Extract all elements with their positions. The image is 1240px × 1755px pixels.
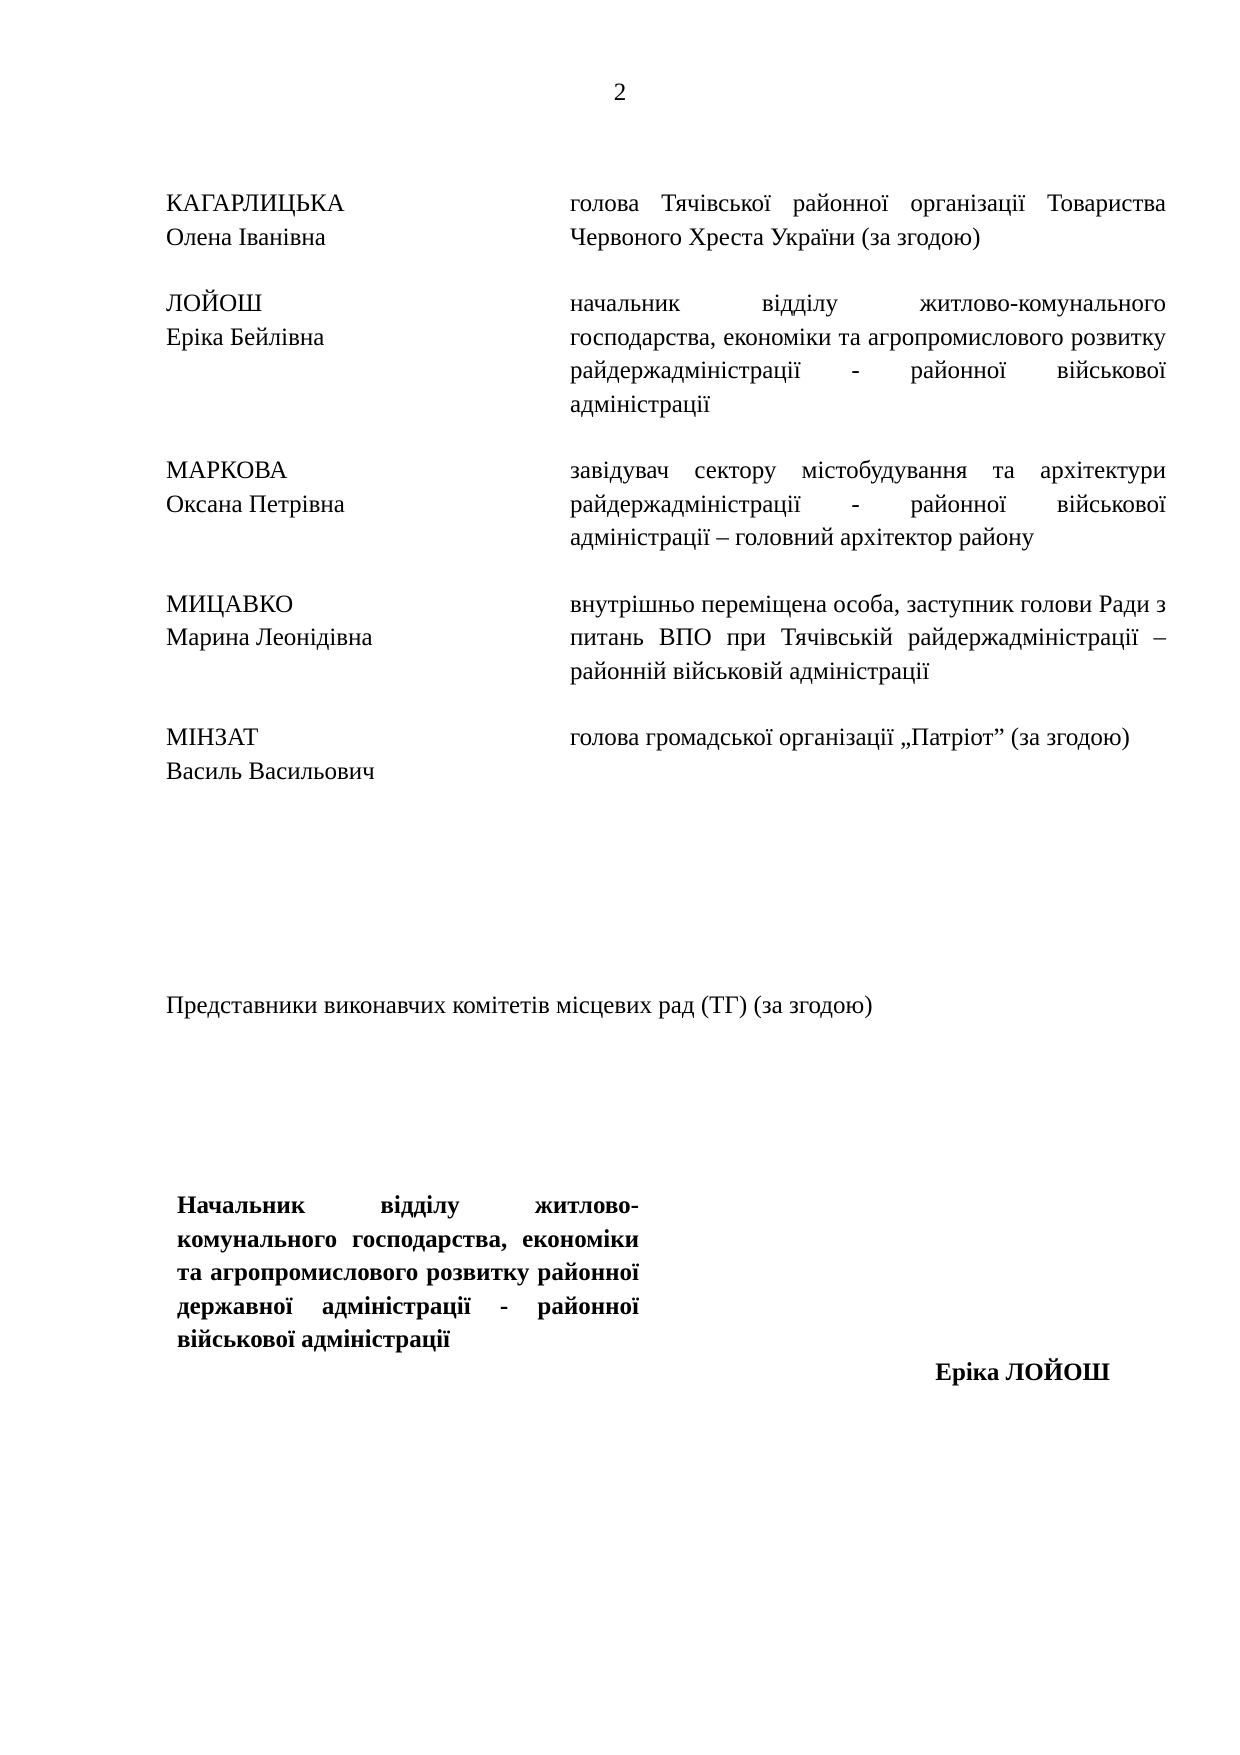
member-entry bbox=[166, 287, 1166, 421]
member-given-names: Еріка Бейлівна bbox=[166, 323, 325, 351]
member-name bbox=[166, 287, 570, 354]
member-entry bbox=[166, 187, 1166, 254]
member-entry bbox=[166, 721, 1166, 788]
member-name bbox=[166, 721, 570, 788]
member-name bbox=[166, 588, 570, 655]
member-surname: МІНЗАТ bbox=[166, 724, 259, 751]
member-surname: МИЦАВКО bbox=[166, 590, 294, 618]
member-role: голова громадської організації „Патріот” (за згодою) bbox=[570, 724, 1130, 751]
member-entry bbox=[166, 454, 1166, 555]
member-surname: КАГАРЛИЦЬКА bbox=[166, 190, 345, 217]
member-given-names: Оксана Петрівна bbox=[166, 490, 345, 518]
members-list bbox=[166, 187, 1166, 788]
page-number: 2 bbox=[613, 79, 627, 106]
signature-name: Еріка ЛОЙОШ bbox=[935, 1359, 1110, 1386]
member-name bbox=[166, 454, 570, 521]
signature-title: Начальник відділу житлово-комунального господарства, економіки та агропромислового розвитку районної державної адміністрації - районної військової адміністрації bbox=[177, 1192, 639, 1353]
member-role: завідувач сектору містобудування та архітектури райдержадміністрації - районної військової адміністрації – головний архітектор району bbox=[570, 457, 1166, 551]
member-role: начальник відділу житлово-комунального господарства, економіки та агропромислового розвитку райдержадміністрації - районної військової адміністрації bbox=[570, 290, 1166, 418]
member-name bbox=[166, 187, 570, 254]
member-given-names: Василь Васильович bbox=[166, 757, 375, 785]
member-surname: ЛОЙОШ bbox=[166, 290, 263, 317]
member-role: внутрішньо переміщена особа, заступник голови Ради з питань ВПО при Тячівській райдержадміністрації – районній військовій адміністрації bbox=[570, 590, 1166, 685]
representatives-note: Представники виконавчих комітетів місцевих рад (ТГ) (за згодою) bbox=[166, 992, 873, 1019]
member-surname: МАРКОВА bbox=[166, 457, 288, 484]
member-given-names: Олена Іванівна bbox=[166, 223, 326, 251]
member-role: голова Тячівської районної організації Товариства Червоного Хреста України (за згодою) bbox=[570, 190, 1166, 251]
member-given-names: Марина Леонідівна bbox=[166, 624, 373, 651]
member-entry bbox=[166, 588, 1166, 689]
